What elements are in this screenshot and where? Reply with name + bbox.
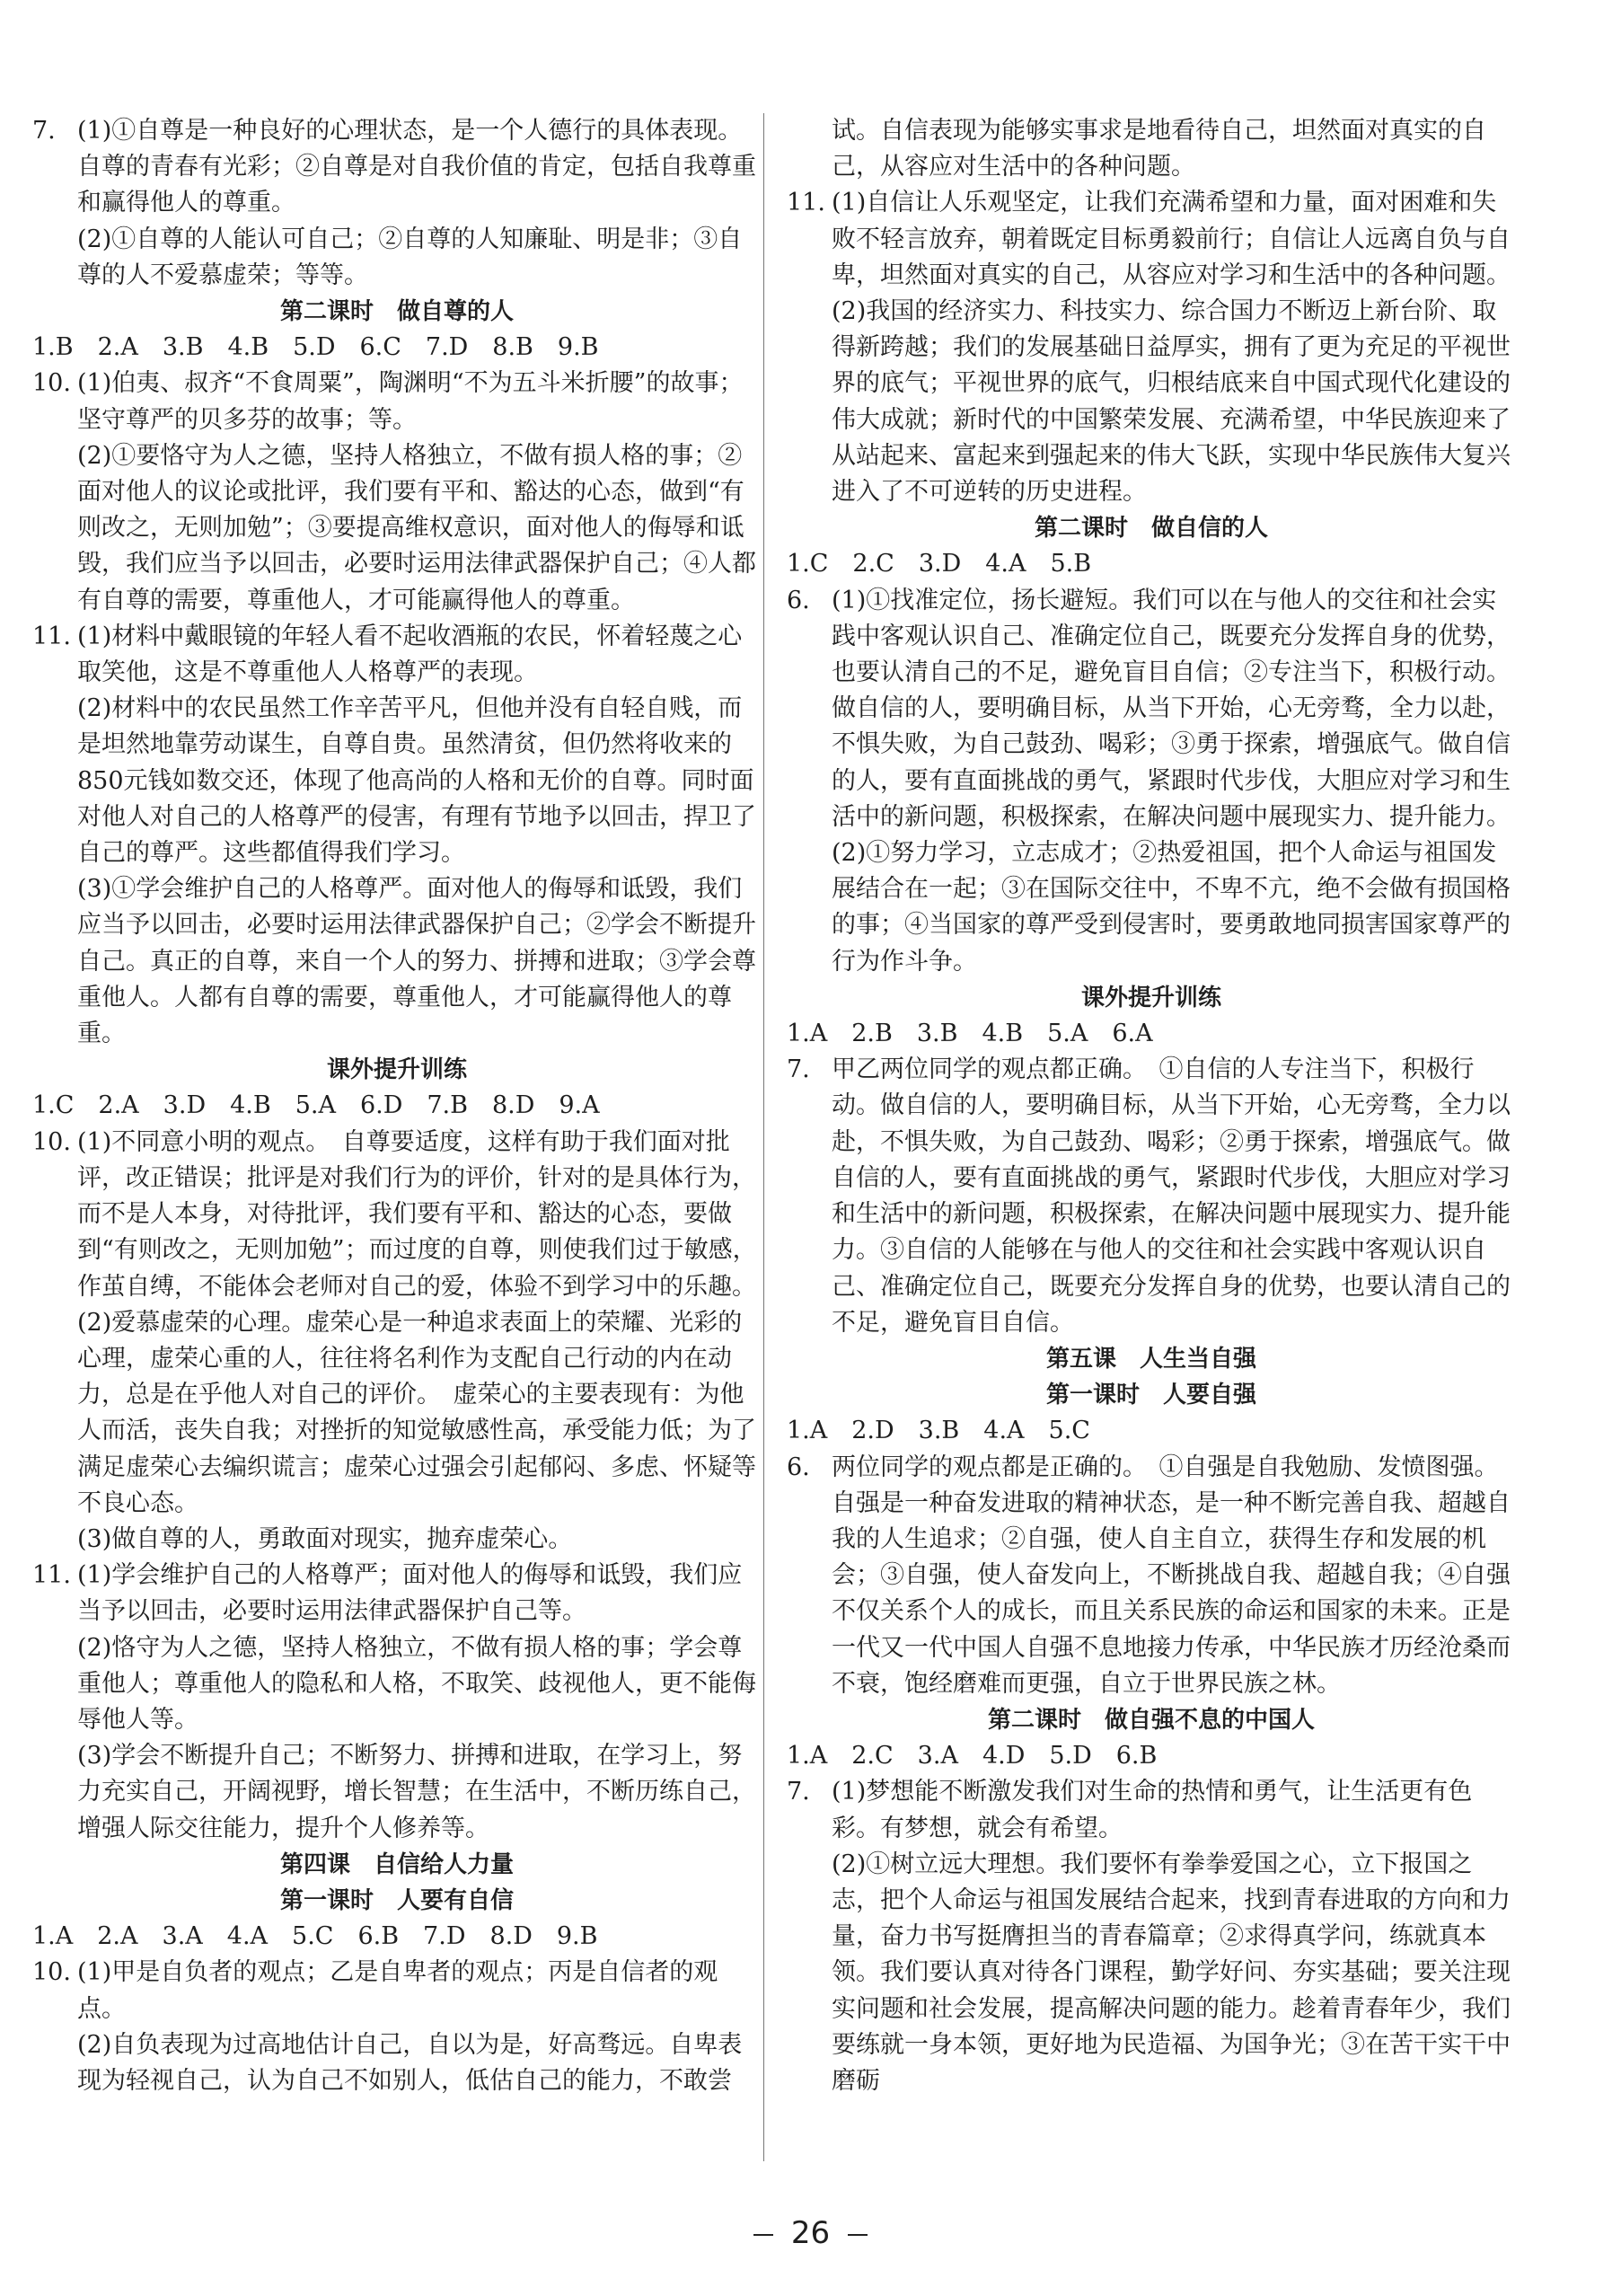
page-number: 26	[790, 2215, 831, 2251]
answer-text: (1)伯夷、叔齐“不食周粟”，陶渊明“不为五斗米折腰”的故事；坚守尊严的贝多芬的故事；等。	[77, 369, 744, 434]
answer-key-line: 1.A 2.B 3.B 4.B 5.A 6.A	[787, 1020, 1153, 1048]
answer-paragraph: (3)学会不断提升自己；不断努力、拼搏和进取，在学习上，努力充实自己，开阔视野，增长智慧；在生活中，不断历练自己，增强人际交往能力，提升个人修养等。	[77, 1742, 756, 1842]
question-item	[787, 1774, 1516, 1846]
section-heading: 第一课时 人要自强	[1045, 1382, 1256, 1409]
answer-key-line: 1.B 2.A 3.B 4.B 5.D 6.C 7.D 8.B 9.B	[32, 333, 599, 362]
question-number: 10.	[32, 1958, 71, 1987]
answer-key-line: 1.C 2.A 3.D 4.B 5.A 6.D 7.B 8.D 9.A	[32, 1091, 600, 1120]
question-number: 10.	[32, 369, 71, 398]
answer-paragraph: (2)①要恪守为人之德，坚持人格独立，不做有损人格的事；②面对他人的议论或批评，我们要有平和、豁达的心态，做到“有则改之，无则加勉”；③要提高维权意识，面对他人的侮辱和诋毁，我们应当予以回击，必要时运用法律武器保护自己；④人都有自尊的需要，尊重他人，才可能赢得他人的尊重。	[77, 441, 756, 614]
answer-key-line: 1.A 2.C 3.A 4.D 5.D 6.B	[787, 1742, 1158, 1771]
answer-text: 甲乙两位同学的观点都正确。 ①自信的人专注当下，积极行动。做自信的人，要明确目标，从当下开始，心无旁骛，全力以赴，不惧失败，为自己鼓劲、喝彩；②勇于探索，增强底气。做自信的人，要有直面挑战的勇气，紧跟时代步伐，大胆应对学习和生活中的新问题，积极探索，在解决问题中展现实力、提升能力。③自信的人能够在与他人的交往和社会实践中客观认识自己、准确定位自己，既要充分发挥自身的优势，也要认清自己的不足，避免盲目自信。	[832, 1055, 1511, 1337]
answer-paragraph: (2)我国的经济实力、科技实力、综合国力不断迈上新台阶、取得新跨越；我们的发展基础日益厚实，拥有了更为充足的平视世界的底气；平视世界的底气，归根结底来自中国式现代化建设的伟大成就；新时代的中国繁荣发展、充满希望，中华民族迎来了从站起来、富起来到强起来的伟大飞跃，实现中华民族伟大复兴进入了不可逆转的历史进程。	[832, 297, 1511, 507]
question-number: 10.	[32, 1127, 71, 1156]
answer-paragraph: (2)①树立远大理想。我们要怀有拳拳爱国之心，立下报国之志，把个人命运与祖国发展结合起来，找到青春进取的方向和力量，奋力书写挺膺担当的青春篇章；②求得真学问，练就真本领。我们要认真对待各门课程，勤学好问、夯实基础；要关注现实问题和社会发展，提高解决问题的能力。趁着青春年少，我们要练就一身本领，更好地为民造福、为国争光；③在苦干实干中磨砺	[832, 1850, 1511, 2095]
answer-paragraph: 试。自信表现为能够实事求是地看待自己，坦然面对真实的自己，从容应对生活中的各种问题。	[832, 117, 1486, 181]
right-column	[787, 113, 1516, 2099]
answer-text: (1)材料中戴眼镜的年轻人看不起收酒瓶的农民，怀着轻蔑之心取笑他，这是不尊重他人人格尊严的表现。	[77, 622, 743, 687]
page-footer	[0, 2215, 1621, 2251]
answer-paragraph: (2)自负表现为过高地估计自己，自以为是，好高骛远。自卑表现为轻视自己，认为自己不如别人，低估自己的能力，不敢尝	[77, 2030, 743, 2095]
footer-dash-right	[848, 2234, 868, 2236]
question-number: 6.	[787, 1453, 810, 1481]
section-heading: 课外提升训练	[326, 1056, 467, 1084]
question-item	[32, 619, 762, 691]
column-divider	[763, 113, 764, 2161]
section-heading: 课外提升训练	[1080, 984, 1221, 1011]
question-item	[787, 185, 1516, 294]
answer-key-line: 1.A 2.A 3.A 4.A 5.C 6.B 7.D 8.D 9.B	[32, 1922, 598, 1951]
answer-text: (1)自信让人乐观坚定，让我们充满希望和力量，面对困难和失败不轻言放弃，朝着既定目标勇毅前行；自信让人远离自负与自卑，坦然面对真实的自己，从容应对学习和生活中的各种问题。	[832, 189, 1511, 289]
answer-text: 两位同学的观点都是正确的。 ①自强是自我勉励、发愤图强。自强是一种奋发进取的精神状态，是一种不断完善自我、超越自我的人生追求；②自强，使人自主自立，获得生存和发展的机会；③自强，使人奋发向上，不断挑战自我、超越自我；④自强不仅关系个人的成长，而且关系民族的命运和国家的未来。正是一代又一代中国人自强不息地接力传承，中华民族才历经沧桑而不衰，饱经磨难而更强，自立于世界民族之林。	[832, 1453, 1511, 1698]
answer-paragraph: (3)①学会维护自己的人格尊严。面对他人的侮辱和诋毁，我们应当予以回击，必要时运用法律武器保护自己；②学会不断提升自己。真正的自尊，来自一个人的努力、拼搏和进取；③学会尊重他人。人都有自尊的需要，尊重他人，才可能赢得他人的尊重。	[77, 875, 756, 1048]
answer-paragraph: (2)恪守为人之德，坚持人格独立，不做有损人格的事；学会尊重他人；尊重他人的隐私和人格，不取笑、歧视他人，更不能侮辱他人等。	[77, 1633, 756, 1734]
question-item	[32, 1955, 762, 2027]
answer-paragraph: (3)做自尊的人，勇敢面对现实，抛弃虚荣心。	[77, 1524, 573, 1553]
answer-text: (1)①自尊是一种良好的心理状态，是一个人德行的具体表现。自尊的青春有光彩；②自尊是对自我价值的肯定，包括自我尊重和赢得他人的尊重。	[77, 117, 756, 217]
question-item	[32, 1125, 762, 1305]
section-heading: 第二课时 做自强不息的中国人	[987, 1706, 1315, 1734]
answer-paragraph: (2)爱慕虚荣的心理。虚荣心是一种追求表面上的荣耀、光彩的心理，虚荣心重的人，往往将名利作为支配自己行动的内在动力，总是在乎他人对自己的评价。 虚荣心的主要表现有：为他人而活，丧失自我；对挫折的知觉敏感性高，承受能力低；为了满足虚荣心去编织谎言；虚荣心过强会引起郁闷、多虑、怀疑等不良心态。	[77, 1308, 756, 1517]
answer-paragraph: (2)①努力学习，立志成才；②热爱祖国，把个人命运与祖国发展结合在一起；③在国际交往中，不卑不亢，绝不会做有损国格的事；④当国家的尊严受到侵害时，要勇敢地同损害国家尊严的行为作斗争。	[832, 839, 1511, 976]
answer-paragraph: (2)①自尊的人能认可自己；②自尊的人知廉耻、明是非；③自尊的人不爱慕虚荣；等等。	[77, 225, 743, 289]
question-number: 7.	[787, 1055, 810, 1084]
section-heading: 第一课时 人要有自信	[279, 1886, 514, 1914]
question-number: 11.	[32, 622, 71, 650]
answer-text: (1)梦想能不断激发我们对生命的热情和勇气，让生活更有色彩。有梦想，就会有希望。	[832, 1778, 1473, 1842]
question-item	[32, 1558, 762, 1629]
section-heading: 第二课时 做自尊的人	[279, 298, 514, 326]
answer-text: (1)①找准定位，扬长避短。我们可以在与他人的交往和社会实践中客观认识自己、准确定位自己，既要充分发挥自身的优势，也要认清自己的不足，避免盲目自信；②专注当下，积极行动。做自信的人，要明确目标，从当下开始，心无旁骛，全力以赴，不惧失败，为自己鼓劲、喝彩；③勇于探索，增强底气。做自信的人，要有直面挑战的勇气，紧跟时代步伐，大胆应对学习和生活中的新问题，积极探索，在解决问题中展现实力、提升能力。	[832, 586, 1511, 831]
question-item	[32, 113, 762, 222]
answer-key-line: 1.A 2.D 3.B 4.A 5.C	[787, 1417, 1090, 1445]
section-heading: 第五课 人生当自强	[1045, 1345, 1256, 1373]
answer-text: (1)学会维护自己的人格尊严；面对他人的侮辱和诋毁，我们应当予以回击，必要时运用法律武器保护自己等。	[77, 1561, 743, 1626]
question-item	[787, 583, 1516, 835]
footer-dash-left	[753, 2234, 773, 2236]
question-item	[787, 1450, 1516, 1702]
question-number: 11.	[787, 189, 825, 217]
section-heading: 第四课 自信给人力量	[279, 1850, 514, 1878]
question-number: 6.	[787, 586, 810, 614]
answer-paragraph: (2)材料中的农民虽然工作辛苦平凡，但他并没有自轻自贱，而是坦然地靠劳动谋生，自尊自贵。虽然清贫，但仍然将收来的850元钱如数交还，体现了他高尚的人格和无价的自尊。同时面对他人对自己的人格尊严的侵害，有理有节地予以回击，捍卫了自己的尊严。这些都值得我们学习。	[77, 694, 756, 868]
question-number: 11.	[32, 1561, 71, 1590]
question-item	[787, 1052, 1516, 1341]
question-item	[32, 366, 762, 437]
question-number: 7.	[787, 1778, 810, 1806]
answer-text: (1)不同意小明的观点。 自尊要适度，这样有助于我们面对批评，改正错误；批评是对我们行为的评价，针对的是具体行为，而不是人本身，对待批评，我们要有平和、豁达的心态，要做到“有则改之，无则加勉”；而过度的自尊，则使我们过于敏感，作茧自缚，不能体会老师对自己的爱，体验不到学习中的乐趣。	[77, 1127, 757, 1301]
answer-key-line: 1.C 2.C 3.D 4.A 5.B	[787, 550, 1092, 578]
section-heading: 第二课时 做自信的人	[1034, 515, 1268, 543]
question-number: 7.	[32, 117, 56, 145]
answer-text: (1)甲是自负者的观点；乙是自卑者的观点；丙是自信者的观点。	[77, 1958, 718, 2023]
left-column	[32, 113, 762, 2099]
